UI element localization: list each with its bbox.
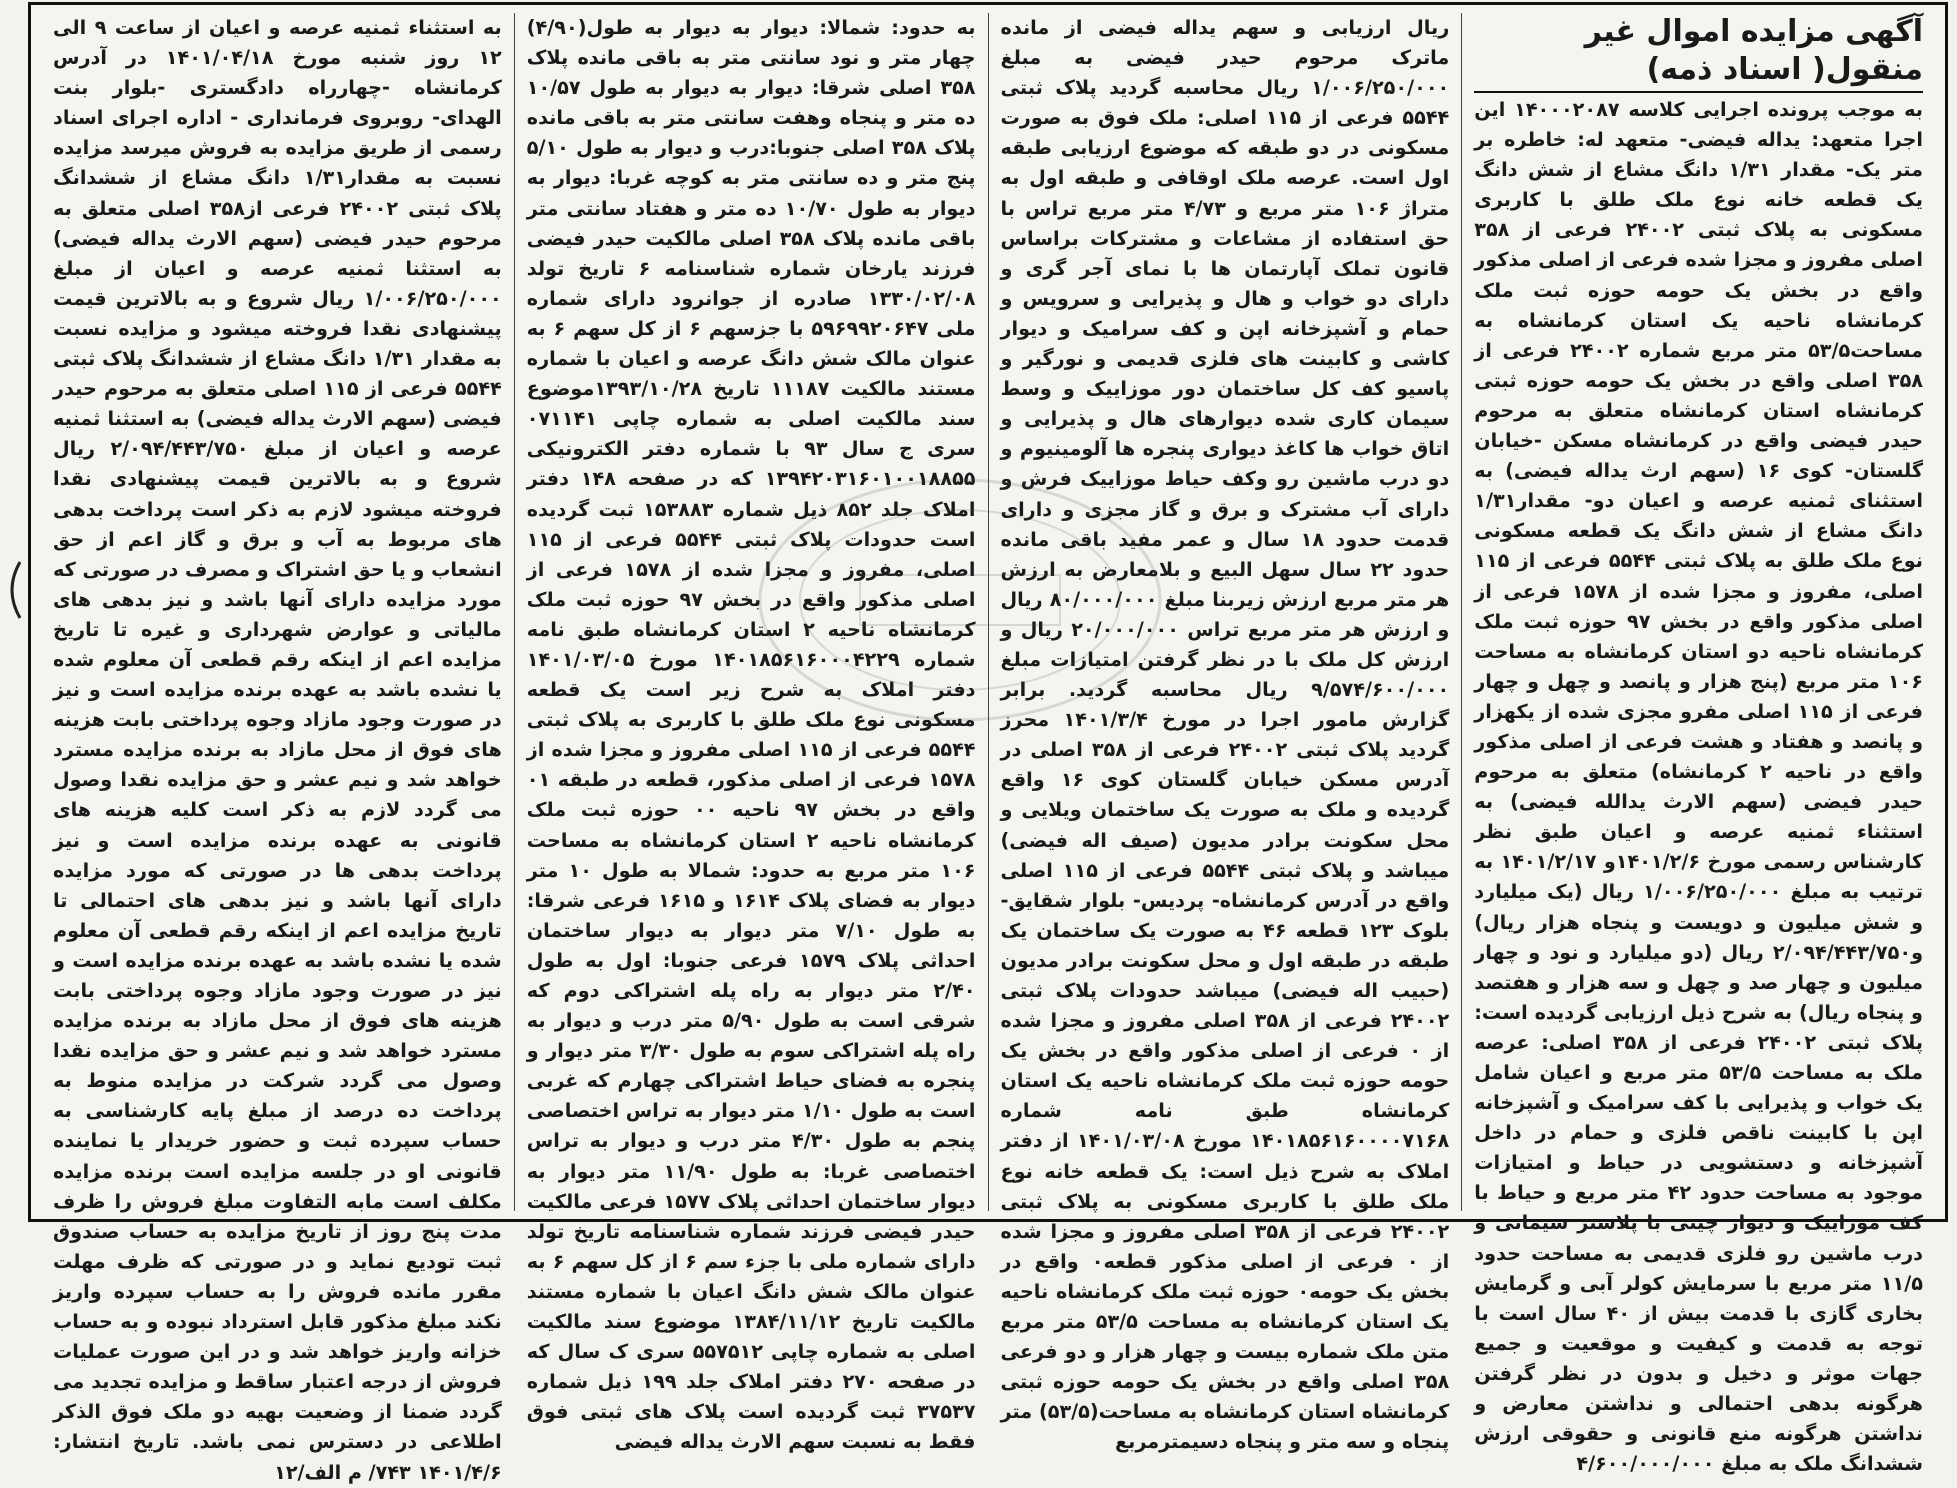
notice-title: آگهی مزایده اموال غیر منقول( اسناد ذمه)	[1474, 13, 1923, 93]
page-edge-bracket-icon	[0, 560, 26, 620]
auction-notice-sheet	[28, 2, 1948, 1484]
notice-column-1-text: به موجب پرونده اجرایی کلاسه ۱۴۰۰۰۲۰۸۷ این اجرا متعهد: یداله فیضی- متعهد له: خاطره بر متر یک- مقدار ۱/۳۱ دانگ مشاع از شش دانگ یک قطعه خانه نوع ملک طلق با کاربری مسکونی به پلاک ثبتی ۲۴۰۰۲ فرعی از ۳۵۸ اصلی مفروز و مجزا شده فرعی از اصلی مذکور واقع در بخش یک حومه حوزه ثبت ملک کرمانشاه ناحیه یک استان کرمانشاه به مساحت۵۳/۵ متر مربع شماره ۲۴۰۰۲ فرعی از ۳۵۸ اصلی واقع در بخش یک حومه حوزه ثبتی کرمانشاه استان کرمانشاه متعلق به مرحوم حیدر فیضی واقع در کرمانشاه مسکن -خیابان گلستان- کوی ۱۶ (سهم ارث یداله فیضی) به استثنای ثمنیه عرصه و اعیان دو- مقدار۱/۳۱ دانگ مشاع از شش دانگ یک قطعه مسکونی نوع ملک طلق به پلاک ثبتی ۵۵۴۴ فرعی از ۱۱۵ اصلی، مفروز و مجزا شده از ۱۵۷۸ فرعی از اصلی مذکور واقع در بخش ۹۷ حوزه ثبت ملک کرمانشاه ناحیه دو استان کرمانشاه به مساحت ۱۰۶ متر مربع (پنج هزار و پانصد و چهل و چهار فرعی از ۱۱۵ اصلی مفرو مجزی شده از یکهزار و پانصد و هفتاد و هشت فرعی از اصلی مذکور واقع در ناحیه ۲ کرمانشاه) متعلق به مرحوم حیدر فیضی (سهم الارث یدالله فیضی) به استثناء ثمنیه عرصه و اعیان طبق نظر کارشناس رسمی مورخ ۱۴۰۱/۲/۶و ۱۴۰۱/۲/۱۷ به ترتیب به مبلغ ۱/۰۰۶/۲۵۰/۰۰۰ ریال (یک میلیارد و شش میلیون و دویست و پنجاه هزار ریال) و۲/۰۹۴/۴۴۳/۷۵۰ ریال (دو میلیارد و نود و چهار میلیون و چهار صد و چهل و سه هزار و هفتصد و پنجاه ریال) به شرح ذیل ارزیابی گردیده است: پلاک ثبتی ۲۴۰۰۲ فرعی از ۳۵۸ اصلی: عرصه ملک به مساحت ۵۳/۵ متر مربع و اعیان شامل یک خواب و پذیرایی با کف سرامیک و آشپزخانه اپن با کابینت ناقص فلزی و حمام در داخل آشپزخانه و دستشویی در حیاط و امتیازات موجود به مساحت حدود ۴۲ متر مربع و حیاط با کف موزاییک و دیوار چینی با پلاستر سیمانی و درب ماشین رو فلزی قدیمی به مساحت حدود ۱۱/۵ متر مربع با سرمایش کولر آبی و گرمایش بخاری گازی با قدمت بیش از ۴۰ سال است با توجه به قدمت و کیفیت و موقعیت و جمیع جهات موثر و دخیل و بدون در نظر گرفتن هرگونه بدهی احتمالی و نداشتن معارض و نداشتن هرگونه منع قانونی و حقوقی ارزش ششدانگ ملک به مبلغ ۴/۶۰۰/۰۰۰/۰۰۰	[1474, 98, 1924, 1476]
notice-column-4	[41, 13, 515, 1484]
notice-column-4-text: به استثناء ثمنیه عرصه و اعیان از ساعت ۹ الی ۱۲ روز شنبه مورخ ۱۴۰۱/۰۴/۱۸ در آدرس کرمانشاه -چهارراه دادگستری -بلوار بنت الهدای- روبروی فرمانداری - اداره اجرای اسناد رسمی از طریق مزایده به فروش میرسد مزایده نسبت به مقدار۱/۳۱ دانگ مشاع از ششدانگ پلاک ثبتی ۲۴۰۰۲ فرعی از۳۵۸ اصلی متعلق به مرحوم حیدر فیضی (سهم الارث یداله فیضی) به استثنا ثمنیه عرصه و اعیان از مبلغ ۱/۰۰۶/۲۵۰/۰۰۰ ریال شروع و به بالاترین قیمت پیشنهادی نقدا فروخته میشود و مزایده نسبت به مقدار ۱/۳۱ دانگ مشاع از ششدانگ پلاک ثبتی ۵۵۴۴ فرعی از ۱۱۵ اصلی متعلق به مرحوم حیدر فیضی (سهم الارث یداله فیضی) به استثنا ثمنیه عرصه و اعیان از مبلغ ۲/۰۹۴/۴۴۳/۷۵۰ ریال شروع و به بالاترین قیمت پیشنهادی نقدا فروخته میشود لازم به ذکر است پرداخت بدهی های مربوط به آب و برق و گاز اعم از حق انشعاب و یا حق اشتراک و مصرف در صورتی که مورد مزایده دارای آنها باشد و نیز بدهی های مالیاتی و عوارض شهرداری و غیره تا تاریخ مزایده اعم از اینکه رقم قطعی آن معلوم شده یا نشده باشد به عهده برنده مزایده است و نیز در صورت وجود مازاد وجوه پرداختی بابت هزینه های فوق از محل مازاد به برنده مزایده مسترد خواهد شد و نیم عشر و حق مزایده نقدا وصول می گردد لازم به ذکر است کلیه هزینه های قانونی به عهده برنده مزایده است و نیز پرداخت بدهی ها در صورتی که مورد مزایده دارای آنها باشد و نیز بدهی های احتمالی تا تاریخ مزایده اعم از اینکه رقم قطعی آن معلوم شده یا نشده باشد به عهده برنده مزایده است و نیز در صورت وجود مازاد وجوه پرداختی بابت هزینه های فوق از محل مازاد به برنده مزایده مسترد خواهد شد و نیم عشر و حق مزایده نقدا وصول می گردد شرکت در مزایده منوط به پرداخت ده درصد از مبلغ پایه کارشناسی به حساب سپرده ثبت و حضور خریدار یا نماینده قانونی او در جلسه مزایده است برنده مزایده مکلف است مابه التفاوت مبلغ فروش را ظرف مدت پنج روز از تاریخ مزایده به حساب صندوق ثبت تودیع نماید و در صورتی که ظرف مهلت مقرر مانده فروش را به حساب سپرده واریز نکند مبلغ مذکور قابل استرداد نبوده و به حساب خزانه واریز خواهد شد و در این صورت عملیات فروش از درجه اعتبار ساقط و مزایده تجدید می گردد ضمنا از وضعیت بهیه دو ملک فوق الذکر اطلاعی در دسترس نمی باشد. تاریخ انتشار: ۱۴۰۱/۴/۶ ۷۴۳/ م الف/۱۲	[53, 16, 502, 1484]
notice-column-2-text: ریال ارزیابی و سهم یداله فیضی از مانده ماترک مرحوم حیدر فیضی به مبلغ ۱/۰۰۶/۲۵۰/۰۰۰ ریال محاسبه گردید پلاک ثبتی ۵۵۴۴ فرعی از ۱۱۵ اصلی: ملک فوق به صورت مسکونی در دو طبقه که موضوع ارزیابی طبقه اول است. عرصه ملک اوقافی و طبقه اول به متراژ ۱۰۶ متر مربع و ۴/۷۳ متر مربع تراس با حق استفاده از مشاعات و مشترکات براساس قانون تملک آپارتمان ها با نمای آجر گری و دارای دو خواب و هال و پذیرایی و سرویس و حمام و آشپزخانه اپن و کف سرامیک و دیوار کاشی و کابینت های فلزی قدیمی و نورگیر و پاسیو کف کل ساختمان دور موزاییک و وسط سیمان کاری شده دیوارهای هال و پذیرایی و اتاق خواب ها کاغذ دیواری پنجره ها آلومینیوم و دو درب ماشین رو وکف حیاط موزاییک فرش و دارای آب مشترک و برق و گاز مجزی و دارای قدمت حدود ۱۸ سال و عمر مفید باقی مانده حدود ۲۲ سال سهل البیع و بلامعارض به ارزش هر متر مربع ارزش زیربنا مبلغ ۸۰/۰۰۰/۰۰۰ ریال و ارزش هر متر مربع تراس ۲۰/۰۰۰/۰۰۰ ریال و ارزش کل ملک با در نظر گرفتن امتیازات مبلغ ۹/۵۷۴/۶۰۰/۰۰۰ ریال محاسبه گردید. برابر گزارش مامور اجرا در مورخ ۱۴۰۱/۳/۴ محرز گردید پلاک ثبتی ۲۴۰۰۲ فرعی از ۳۵۸ اصلی در آدرس مسکن خیابان گلستان کوی ۱۶ واقع گردیده و ملک به صورت یک ساختمان ویلایی و محل سکونت برادر مدیون (صیف اله فیضی) میباشد و پلاک ثبتی ۵۵۴۴ فرعی از ۱۱۵ اصلی واقع در آدرس کرمانشاه- پردیس- بلوار شقایق- بلوک ۱۲۳ قطعه ۴۶ به صورت یک ساختمان یک طبقه در طبقه اول و محل سکونت برادر مدیون (حبیب اله فیضی) میباشد حدودات پلاک ثبتی ۲۴۰۰۲ فرعی از ۳۵۸ اصلی مفروز و مجزا شده از ۰ فرعی از اصلی مذکور واقع در بخش یک حومه حوزه ثبت ملک کرمانشاه ناحیه یک استان کرمانشاه طبق نامه شماره ۱۴۰۱۸۵۶۱۶۰۰۰۰۷۱۶۸ مورخ ۱۴۰۱/۰۳/۰۸ از دفتر املاک به شرح ذیل است: یک قطعه خانه نوع ملک طلق با کاربری مسکونی به پلاک ثبتی ۲۴۰۰۲ فرعی از ۳۵۸ اصلی مفروز و مجزا شده از ۰ فرعی از اصلی مذکور قطعه۰ واقع در بخش یک حومه۰ حوزه ثبت ملک کرمانشاه ناحیه یک استان کرمانشاه به مساحت ۵۳/۵ متر مربع متن ملک شماره بیست و چهار هزار و دو فرعی ۳۵۸ اصلی واقع در بخش یک حومه حوزه ثبتی کرمانشاه استان کرمانشاه به مساحت(۵۳/۵) متر پنجاه و سه متر و پنجاه دسیمترمربع	[1000, 16, 1450, 1454]
notice-column-3	[515, 13, 989, 1454]
notice-column-2	[989, 13, 1463, 1454]
notice-column-1	[1462, 13, 1935, 1476]
notice-column-3-text: به حدود: شمالا: دیوار به دیوار به طول(۴/۹۰) چهار متر و نود سانتی متر به باقی مانده پلاک ۳۵۸ اصلی شرقا: دیوار به دیوار به طول ۱۰/۵۷ ده متر و پنجاه وهفت سانتی متر به باقی مانده پلاک ۳۵۸ اصلی جنوبا:درب و دیوار به طول ۵/۱۰ پنج متر و ده سانتی متر به کوچه غربا: دیوار به دیوار به طول ۱۰/۷۰ ده متر و هفتاد سانتی متر باقی مانده پلاک ۳۵۸ اصلی مالکیت حیدر فیضی فرزند یارخان شماره شناسنامه ۶ تاریخ تولد ۱۳۳۰/۰۲/۰۸ صادره از جوانرود دارای شماره ملی ۵۹۶۹۹۲۰۶۴۷ با جزسهم ۶ از کل سهم ۶ به عنوان مالک شش دانگ عرصه و اعیان با شماره مستند مالکیت ۱۱۱۸۷ تاریخ ۱۳۹۳/۱۰/۲۸موضوع سند مالکیت اصلی به شماره چاپی ۰۷۱۱۴۱ سری ج سال ۹۳ با شماره دفتر الکترونیکی ۱۳۹۴۲۰۳۱۶۰۱۰۰۱۸۸۵۵ که در صفحه ۱۴۸ دفتر املاک جلد ۸۵۲ ذیل شماره ۱۵۳۸۸۳ ثبت گردیده است حدودات پلاک ثبتی ۵۵۴۴ فرعی از ۱۱۵ اصلی، مفروز و مجزا شده از ۱۵۷۸ فرعی از اصلی مذکور واقع در بخش ۹۷ حوزه ثبت ملک کرمانشاه ناحیه ۲ استان کرمانشاه طبق نامه شماره ۱۴۰۱۸۵۶۱۶۰۰۰۴۲۲۹ مورخ ۱۴۰۱/۰۳/۰۵ دفتر املاک به شرح زیر است یک قطعه مسکونی نوع ملک طلق با کاربری به پلاک ثبتی ۵۵۴۴ فرعی از ۱۱۵ اصلی مفروز و مجزا شده از ۱۵۷۸ فرعی از اصلی مذکور، قطعه در طبقه ۰۱ واقع در بخش ۹۷ ناحیه ۰۰ حوزه ثبت ملک کرمانشاه ناحیه ۲ استان کرمانشاه به مساحت ۱۰۶ متر مربع به حدود: شمالا به طول ۱۰ متر دیوار به فضای پلاک ۱۶۱۴ و ۱۶۱۵ فرعی شرقا: به طول ۷/۱۰ متر دیوار به دیوار ساختمان احداثی پلاک ۱۵۷۹ فرعی جنوبا: اول به طول ۲/۴۰ متر دیوار به راه پله اشتراکی دوم که شرقی است به طول ۵/۹۰ متر درب و دیوار به راه پله اشتراکی سوم به طول ۳/۳۰ متر دیوار و پنجره به فضای حیاط اشتراکی چهارم که غربی است به طول ۱/۱۰ متر دیوار به تراس اختصاصی پنجم به طول ۴/۳۰ متر درب و دیوار به تراس اختصاصی غربا: به طول ۱۱/۹۰ متر دیوار به دیوار ساختمان احداثی پلاک ۱۵۷۷ فرعی مالکیت حیدر فیضی فرزند شماره شناسنامه تاریخ تولد دارای شماره ملی با جزء سم ۶ از کل سهم ۶ به عنوان مالک شش دانگ اعیان با شماره مستند مالکیت تاریخ ۱۳۸۴/۱۱/۱۲ موضوع سند مالکیت اصلی به شماره چاپی ۵۵۷۵۱۲ سری ک سال که در صفحه ۲۷۰ دفتر املاک جلد ۱۹۹ ذیل شماره ۳۷۵۳۷ ثبت گردیده است پلاک های ثبتی فوق فقط به نسبت سهم الارث یداله فیضی	[526, 16, 976, 1454]
